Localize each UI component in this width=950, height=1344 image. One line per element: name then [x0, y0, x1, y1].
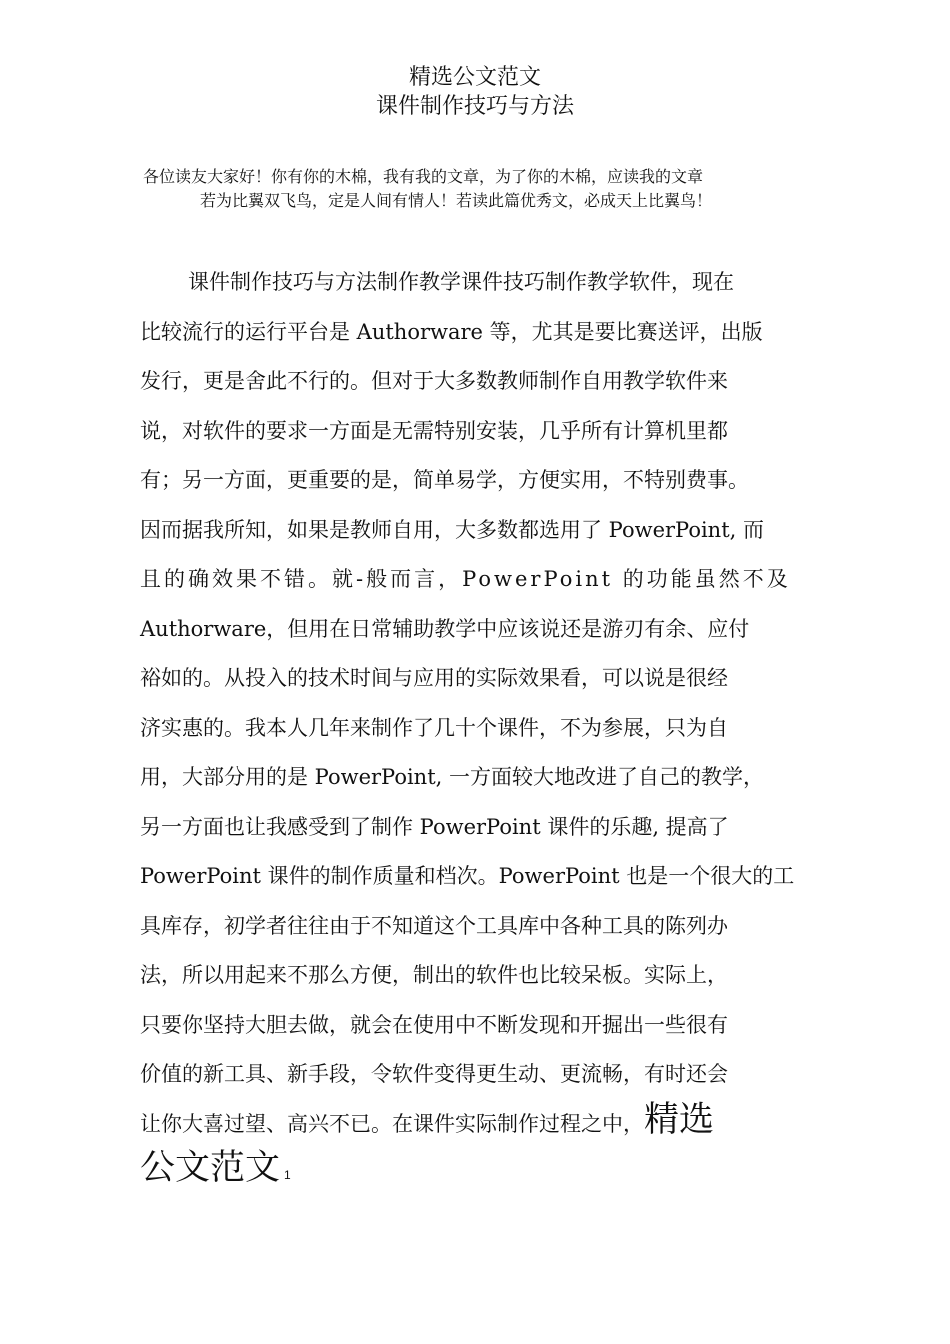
body-line: 具库存，初学者往往由于不知道这个工具库中各种工具的陈列办: [140, 913, 728, 938]
body-line: 比较流行的运行平台是 Authorware 等，尤其是要比赛送评，出版: [140, 319, 763, 344]
body-line: 裕如的。从投入的技术时间与应用的实际效果看，可以说是很经: [140, 666, 728, 690]
header-title: 精选公文范文: [408, 65, 541, 90]
greeting-line-1: 各位读友大家好！你有你的木棉，我有我的文章，为了你的木棉，应读我的文章: [143, 167, 704, 186]
page-number: 1: [284, 1168, 291, 1182]
greeting-line-2: 若为比翼双飞鸟，定是人间有情人！若读此篇优秀文，必成天上比翼鸟！: [200, 191, 713, 210]
body-line: 有；另一方面，更重要的是，简单易学，方便实用，不特别费事。: [140, 468, 749, 492]
body-line: 另一方面也让我感受到了制作 PowerPoint 课件的乐趣, 提高了: [140, 814, 729, 839]
body-paragraph: [140, 258, 810, 1100]
body-line: 因而据我所知，如果是教师自用，大多数都选用了 PowerPoint, 而: [140, 517, 764, 542]
body-line: Authorware，但用在日常辅助教学中应该说还是游刃有余、应付: [140, 616, 750, 641]
body-tail-text: 让你大喜过望、高兴不已。在课件实际制作过程之中，: [140, 1112, 644, 1136]
body-line: 且的确效果不错。就-般而言，PowerPoint 的功能虽然不及: [140, 567, 791, 591]
body-line: 说，对软件的要求一方面是无需特别安装，几乎所有计算机里都: [140, 418, 728, 443]
footer-label-part2: 公文范文: [140, 1148, 281, 1188]
body-last-line: [140, 1098, 714, 1149]
body-line: 用，大部分用的是 PowerPoint, 一方面较大地改进了自己的教学，: [140, 765, 764, 789]
body-line: 课件制作技巧与方法制作教学课件技巧制作教学软件，现在: [188, 270, 734, 294]
footer: [140, 1146, 291, 1190]
body-line: 济实惠的。我本人几年来制作了几十个课件，不为参展，只为自: [140, 715, 728, 740]
body-line: 发行，更是舍此不行的。但对于大多数教师制作自用教学软件来: [140, 369, 728, 393]
body-line: 只要你坚持大胆去做，就会在使用中不断发现和开掘出一些很有: [140, 1012, 728, 1037]
body-line: 法，所以用起来不那么方便，制出的软件也比较呆板。实际上，: [140, 963, 728, 987]
footer-label-part1: 精选: [644, 1100, 715, 1140]
body-line: PowerPoint 课件的制作质量和档次。PowerPoint 也是一个很大的工: [140, 864, 795, 888]
body-line: 价值的新工具、新手段，令软件变得更生动、更流畅，有时还会: [140, 1062, 728, 1086]
document-title: 课件制作技巧与方法: [375, 94, 574, 119]
